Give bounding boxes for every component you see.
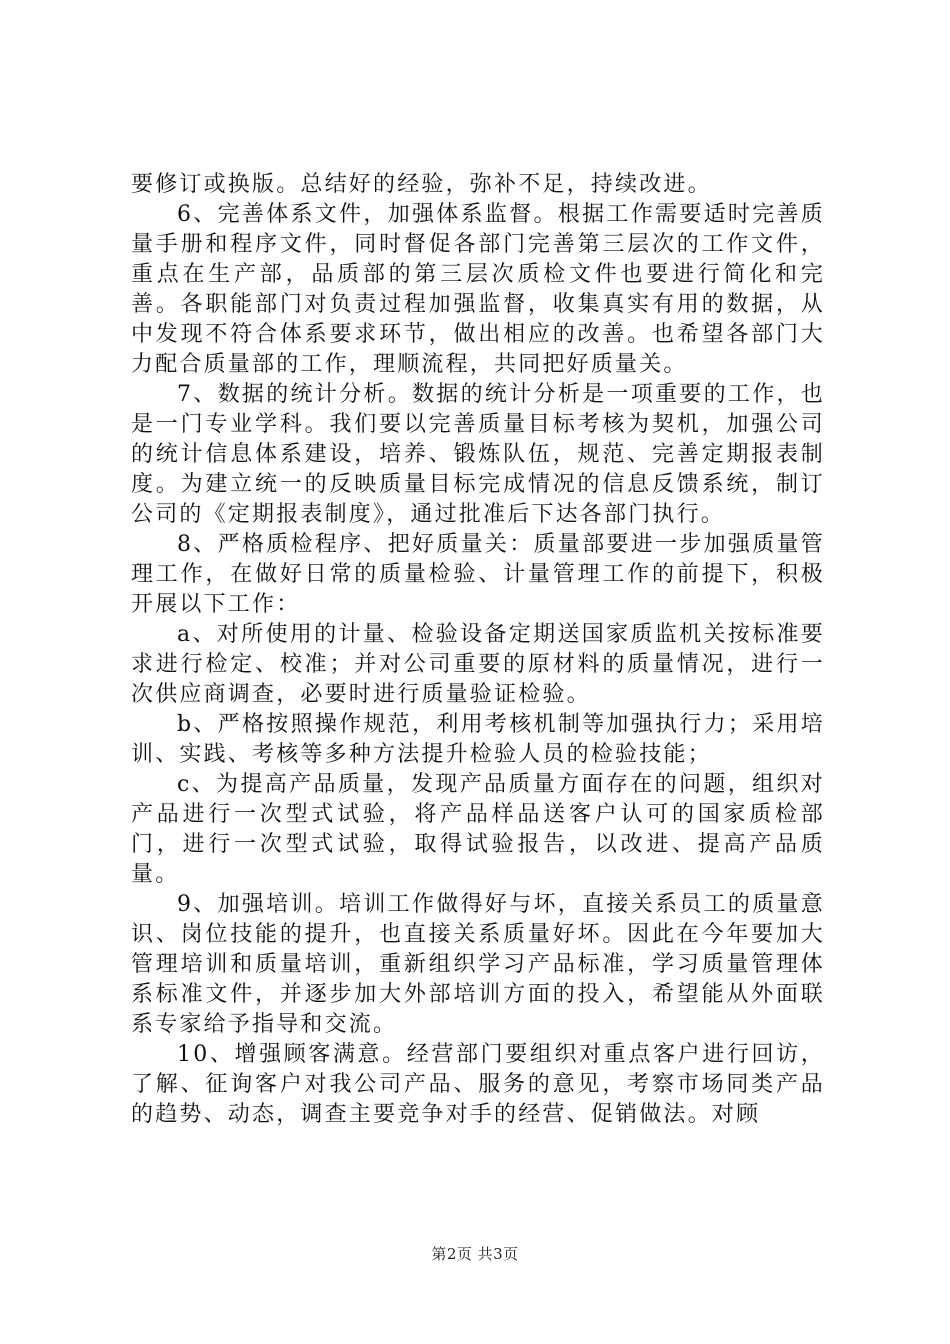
paragraph-item-8: 8、严格质检程序、把好质量关：质量部要进一步加强质量管理工作，在做好日常的质量检验、计量管理工作的前提下，积极开展以下工作： [131, 532, 825, 617]
paragraph-item-6: 6、完善体系文件，加强体系监督。根据工作需要适时完善质量手册和程序文件，同时督促各部门完善第三层次的工作文件，重点在生产部，品质部的第三层次质检文件也要进行简化和完善。各职能部门对负责过程加强监督，收集真实有用的数据，从中发现不符合体系要求环节，做出相应的改善。也希望各部门大力配合质量部的工作，理顺流程，共同把好质量关。 [131, 202, 825, 377]
paragraph-item-7: 7、数据的统计分析。数据的统计分析是一项重要的工作，也是一门专业学科。我们要以完善质量目标考核为契机，加强公司的统计信息体系建设，培养、锻炼队伍，规范、完善定期报表制度。为建立统一的反映质量目标完成情况的信息反馈系统，制订公司的《定期报表制度》，通过批准后下达各部门执行。 [131, 382, 825, 527]
paragraph-item-9: 9、加强培训。培训工作做得好与坏，直接关系员工的质量意识、岗位技能的提升，也直接关系质量好坏。因此在今年要加大管理培训和质量培训，重新组织学习产品标准，学习质量管理体系标准文件，并逐步加大外部培训方面的投入，希望能从外面联系专家给予指导和交流。 [131, 892, 825, 1037]
paragraph-item-8c: c、为提高产品质量，发现产品质量方面存在的问题，组织对产品进行一次型式试验，将产品样品送客户认可的国家质检部门，进行一次型式试验，取得试验报告，以改进、提高产品质量。 [131, 772, 825, 887]
paragraph-item-8b: b、严格按照操作规范，利用考核机制等加强执行力；采用培训、实践、考核等多种方法提升检验人员的检验技能； [131, 712, 825, 767]
paragraph-item-8a: a、对所使用的计量、检验设备定期送国家质监机关按标准要求进行检定、校准；并对公司重要的原材料的质量情况，进行一次供应商调查，必要时进行质量验证检验。 [131, 622, 825, 707]
page-footer: 第2页 共3页 [431, 1245, 519, 1263]
paragraph-item-10: 10、增强顾客满意。经营部门要组织对重点客户进行回访，了解、征询客户对我公司产品、服务的意见，考察市场同类产品的趋势、动态，调查主要竞争对手的经营、促销做法。对顾 [131, 1042, 825, 1127]
paragraph-continuation: 要修订或换版。总结好的经验，弥补不足，持续改进。 [131, 172, 712, 197]
document-body [131, 170, 825, 1130]
